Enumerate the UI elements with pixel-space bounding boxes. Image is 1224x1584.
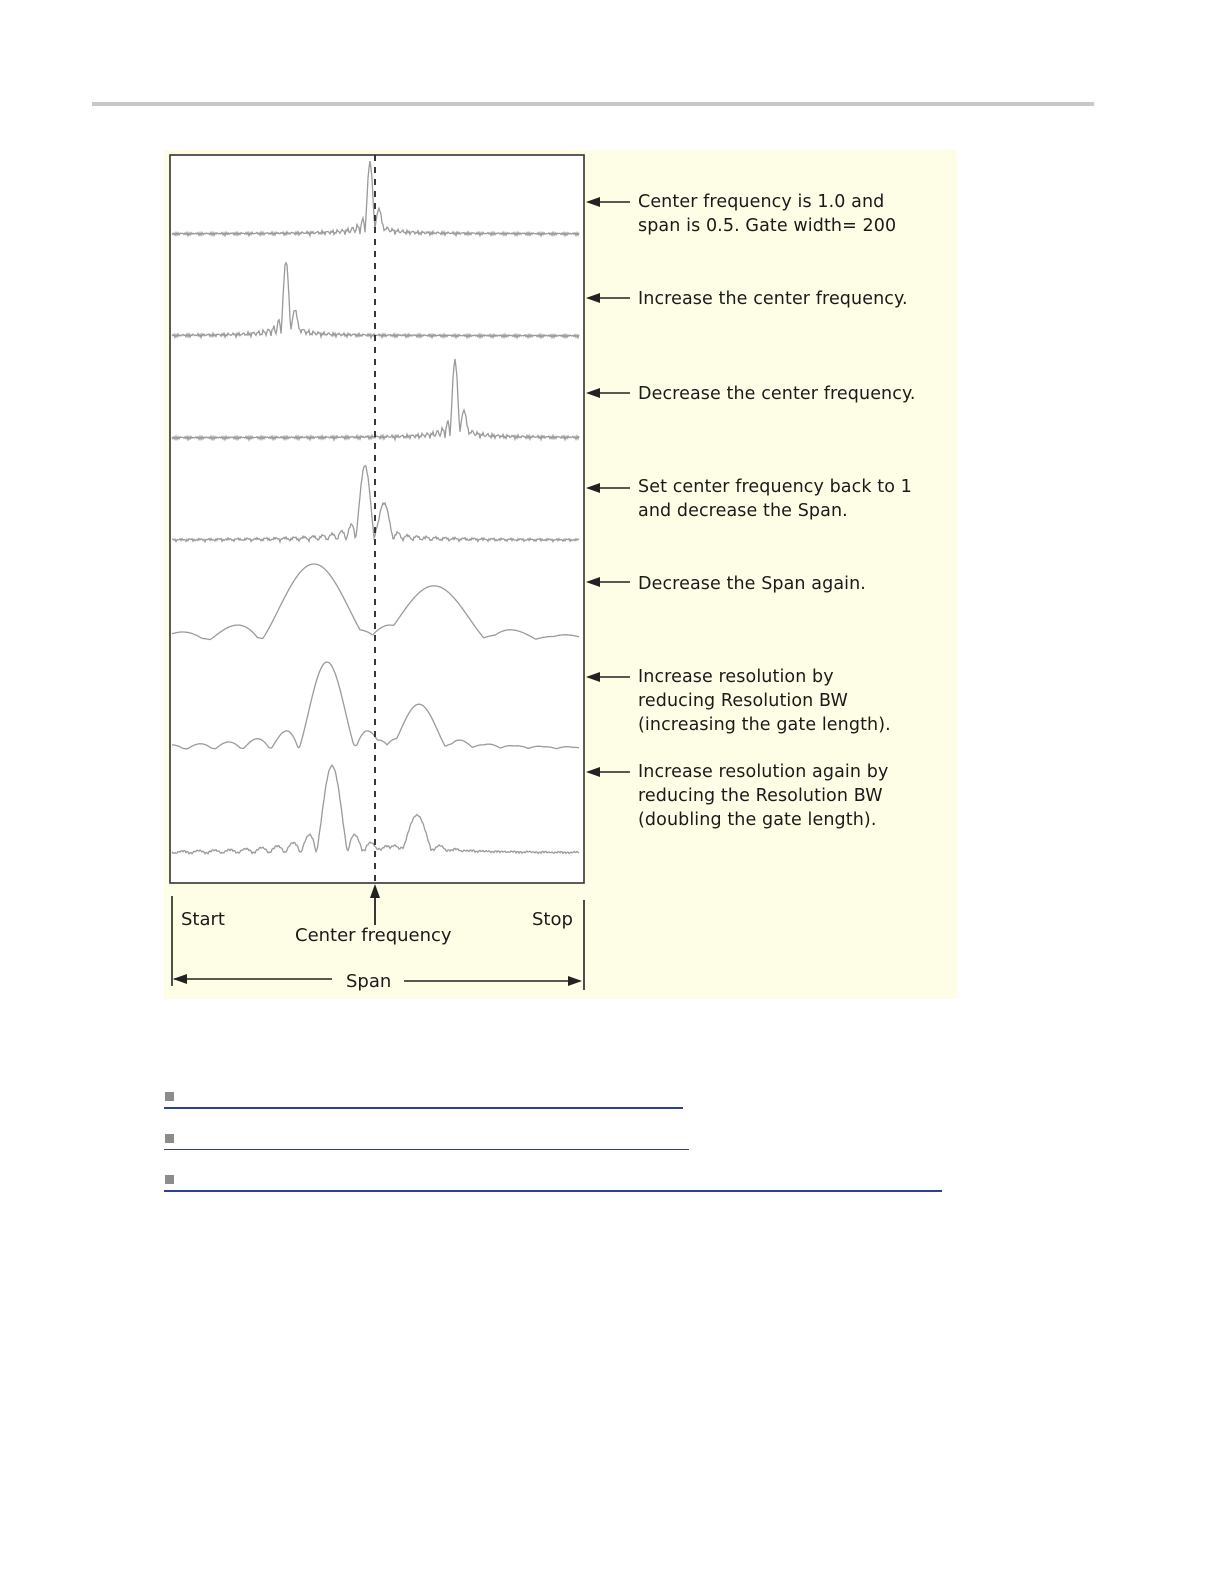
callout-arrows xyxy=(586,197,630,777)
callout-arrowhead-7 xyxy=(586,767,600,777)
callout-arrowhead-4 xyxy=(586,483,600,493)
bullet-icon xyxy=(165,1175,174,1184)
callout-4: Set center frequency back to 1 and decrease the Span. xyxy=(638,477,912,521)
callout-arrowhead-2 xyxy=(586,293,600,303)
link[interactable] xyxy=(164,1107,683,1109)
span-arrow-left-head xyxy=(173,974,187,984)
plot-frame xyxy=(170,155,584,883)
center-arrow-head xyxy=(370,884,380,898)
span-arrow-right-head xyxy=(568,976,582,986)
span-center-frequency-figure xyxy=(164,150,957,999)
link[interactable] xyxy=(164,1149,689,1151)
callout-arrowhead-3 xyxy=(586,388,600,398)
callout-2: Increase the center frequency. xyxy=(638,289,908,309)
center-frequency-label: Center frequency xyxy=(295,925,452,946)
callout-6: Increase resolution by reducing Resolution BW (increasing the gate length). xyxy=(638,667,891,735)
start-label: Start xyxy=(181,909,225,930)
callout-arrowhead-5 xyxy=(586,577,600,587)
bullet-icon xyxy=(165,1092,174,1101)
link[interactable] xyxy=(164,1190,942,1192)
stop-label: Stop xyxy=(532,909,573,930)
header-rule xyxy=(92,102,1094,106)
callout-5: Decrease the Span again. xyxy=(638,574,866,594)
callout-arrowhead-1 xyxy=(586,197,600,207)
callout-1: Center frequency is 1.0 and span is 0.5. Gate width= 200 xyxy=(638,192,897,236)
span-label: Span xyxy=(346,971,392,992)
callout-arrowhead-6 xyxy=(586,672,600,682)
callout-7: Increase resolution again by reducing the Resolution BW (doubling the gate length). xyxy=(638,762,889,830)
bullet-icon xyxy=(165,1134,174,1143)
callout-3: Decrease the center frequency. xyxy=(638,384,916,404)
